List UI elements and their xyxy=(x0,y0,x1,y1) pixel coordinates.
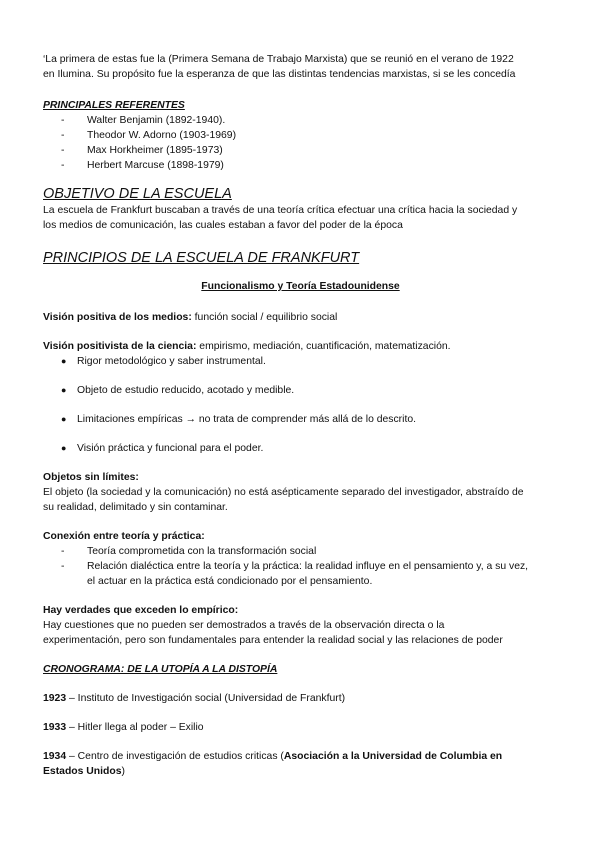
list-item: - Herbert Marcuse (1898-1979) xyxy=(61,160,224,171)
cronograma-1934: 1934 – Centro de investigación de estudios criticas (Asociación a la Universidad de Columbia en xyxy=(43,751,503,762)
year-1933: 1933 xyxy=(43,722,67,733)
list-item: - Relación dialéctica entre la teoría y la práctica: la realidad influye en el pensamiento y, a su vez, xyxy=(61,561,529,572)
conexion-list xyxy=(43,544,558,589)
dash-marker: - xyxy=(61,130,65,141)
cronograma-1933: 1933 – Hitler llega al poder – Exilio xyxy=(43,722,204,733)
funcionalismo-subtitle: Funcionalismo y Teoría Estadounidense xyxy=(201,281,400,292)
objetivo-heading: OBJETIVO DE LA ESCUELA xyxy=(43,186,232,202)
vision-ciencia-label: Visión positivista de la ciencia: xyxy=(43,341,197,352)
vision-ciencia-text: empirismo, mediación, cuantificación, matematización. xyxy=(196,341,451,352)
list-item: ● Visión práctica y funcional para el poder. xyxy=(61,443,264,454)
verdades-label: Hay verdades que exceden lo empírico: xyxy=(43,605,239,616)
vision-medios-text: función social / equilibrio social xyxy=(191,312,338,323)
list-item: - Max Horkheimer (1895-1973) xyxy=(61,145,223,156)
intro-line-1: ‘La primera de estas fue la (Primera Semana de Trabajo Marxista) que se reunió en el verano de 1922 xyxy=(43,54,514,65)
referentes-heading: PRINCIPALES REFERENTES xyxy=(43,100,185,111)
vision-medios-line xyxy=(43,310,558,325)
bullet-icon: ● xyxy=(61,443,67,453)
cronograma-1923: 1923 – Instituto de Investigación social (Universidad de Frankfurt) xyxy=(43,693,346,704)
intro-line-2: en Ilumina. Su propósito fue la esperanza de que las distintas tendencias marxistas, si se les concedía xyxy=(43,69,516,80)
list-item: ● Limitaciones empíricas → no trata de comprender más allá de lo descrito. xyxy=(61,414,417,425)
list-item: - Walter Benjamin (1892-1940). xyxy=(61,115,226,126)
referentes-list xyxy=(43,113,558,173)
bullet-icon: ● xyxy=(61,356,67,366)
objetivo-line-2: los medios de comunicación, las cuales estaban a favor del poder de la época xyxy=(43,220,403,231)
list-item: - Theodor W. Adorno (1903-1969) xyxy=(61,130,237,141)
cronograma-heading: CRONOGRAMA: DE LA UTOPÍA A LA DISTOPÍA xyxy=(43,664,278,675)
list-item: ● Objeto de estudio reducido, acotado y medible. xyxy=(61,385,295,396)
conexion-label: Conexión entre teoría y práctica: xyxy=(43,531,205,542)
bullet-icon: ● xyxy=(61,414,67,424)
verdades-line-1: Hay cuestiones que no pueden ser demostrados a través de la observación directa o la xyxy=(43,620,445,631)
list-item-continuation: el actuar en la práctica está condicionado por el pensamiento. xyxy=(87,576,373,587)
vision-medios-label: Visión positiva de los medios: xyxy=(43,312,192,323)
dash-marker: - xyxy=(61,145,65,156)
principios-heading: PRINCIPIOS DE LA ESCUELA DE FRANKFURT xyxy=(43,250,360,266)
year-1923: 1923 xyxy=(43,693,67,704)
objetos-line-2: su realidad, delimitado y sin contaminar. xyxy=(43,502,228,513)
ciencia-bullets xyxy=(43,354,558,456)
year-1934: 1934 xyxy=(43,751,67,762)
dash-marker: - xyxy=(61,546,65,557)
list-item: - Teoría comprometida con la transformación social xyxy=(61,546,317,557)
verdades-line-2: experimentación, pero son fundamentales para entender la realidad social y las relaciones de poder xyxy=(43,635,503,646)
vision-ciencia-line xyxy=(43,339,558,354)
dash-marker: - xyxy=(61,160,65,171)
dash-marker: - xyxy=(61,115,65,126)
objetivo-line-1: La escuela de Frankfurt buscaban a través de una teoría crítica efectuar una crítica hacia la sociedad y xyxy=(43,205,518,216)
intro-paragraph xyxy=(43,52,558,82)
objetos-label: Objetos sin límites: xyxy=(43,472,139,483)
dash-marker: - xyxy=(61,561,65,572)
cronograma-1934-cont: Estados Unidos) xyxy=(43,766,125,777)
bullet-icon: ● xyxy=(61,385,67,395)
list-item: ● Rigor metodológico y saber instrumental. xyxy=(61,356,266,367)
objetos-line-1: El objeto (la sociedad y la comunicación) no está asépticamente separado del investigador, abstraído de xyxy=(43,487,524,498)
